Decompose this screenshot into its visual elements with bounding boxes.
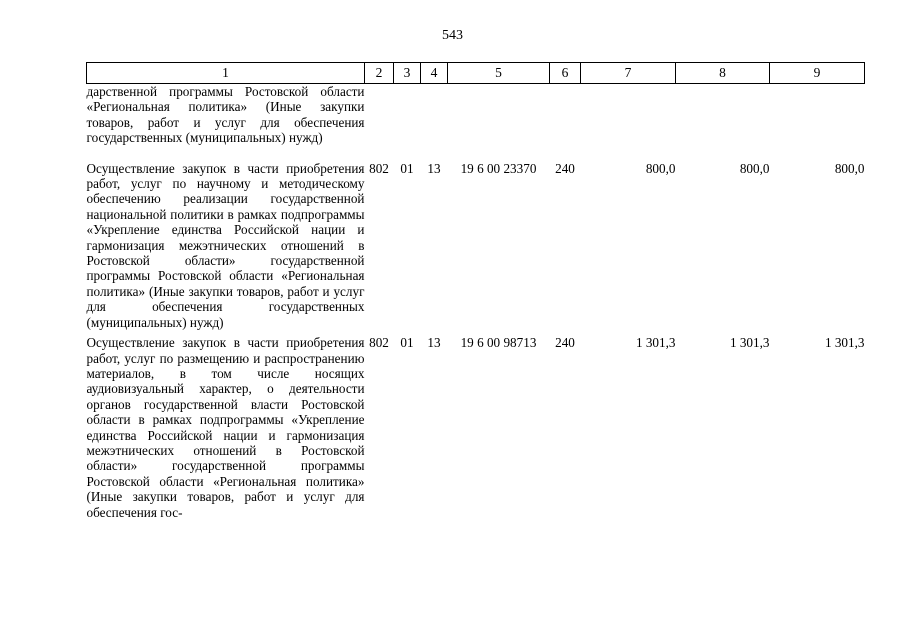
column-header: 7 bbox=[581, 63, 676, 84]
column-header: 2 bbox=[365, 63, 394, 84]
row-vr: 240 bbox=[555, 335, 575, 351]
row-rz: 01 bbox=[400, 335, 414, 351]
row-year2: 800,0 bbox=[739, 160, 770, 176]
row-year2 bbox=[676, 84, 770, 161]
row-rz: 01 bbox=[400, 160, 414, 176]
row-year3: 800,0 bbox=[834, 160, 865, 176]
row-vr: 240 bbox=[555, 160, 575, 176]
column-header: 5 bbox=[448, 63, 550, 84]
row-description: Осуществление закупок в части приобретения работ, услуг по научному и методическому обеспечению реализации государственной национальной политики в рамках подпрограммы «Укрепление единства Российской нации и гармонизация межэтнических отношений в Ростовской области» государственной программы Ростовской области «Региональная политика» (Иные закупки товаров, работ и услуг для обеспечения государственных (муниципальных) нужд) bbox=[86, 160, 365, 330]
row-description: Осуществление закупок в части приобретения работ, услуг по размещению и распространению материалов, в том числе носящих аудиовизуальный характер, о деятельности органов государственной власти Ростовской области в рамках подпрограммы «Укрепление единства Российской нации и гармонизация межэтнических отношений в Ростовской области» государственной программы Ростовской области «Региональная политика» (Иные закупки товаров, работ и услуг для обеспечения гос- bbox=[86, 335, 365, 520]
row-year1: 1 301,3 bbox=[635, 335, 676, 351]
row-csr: 19 6 00 23370 bbox=[460, 160, 537, 176]
page-number: 543 bbox=[442, 28, 463, 43]
table-row bbox=[87, 161, 865, 335]
column-header: 6 bbox=[550, 63, 581, 84]
row-description: дарственной программы Ростовской области «Региональная политика» (Иные закупки товаров, работ и услуг для обеспечения государственных (муниципальных) нужд) bbox=[86, 84, 365, 146]
column-header: 9 bbox=[770, 63, 865, 84]
table-row bbox=[87, 335, 865, 525]
row-csr bbox=[448, 84, 550, 161]
row-year1 bbox=[581, 84, 676, 161]
row-ved: 802 bbox=[369, 335, 389, 351]
row-ved: 802 bbox=[369, 160, 389, 176]
column-header: 4 bbox=[421, 63, 448, 84]
table-row bbox=[87, 84, 865, 161]
row-year3 bbox=[770, 84, 865, 161]
budget-table bbox=[86, 62, 865, 525]
row-year1: 800,0 bbox=[645, 160, 676, 176]
row-pr bbox=[421, 84, 448, 161]
row-rz bbox=[394, 84, 421, 161]
row-ved bbox=[365, 84, 394, 161]
table-header-row bbox=[87, 63, 865, 84]
row-pr: 13 bbox=[427, 335, 441, 351]
row-pr: 13 bbox=[427, 160, 441, 176]
column-header: 8 bbox=[676, 63, 770, 84]
column-header: 1 bbox=[87, 63, 365, 84]
column-header: 3 bbox=[394, 63, 421, 84]
row-year3: 1 301,3 bbox=[824, 335, 865, 351]
row-year2: 1 301,3 bbox=[729, 335, 770, 351]
row-vr bbox=[550, 84, 581, 161]
row-csr: 19 6 00 98713 bbox=[460, 335, 537, 351]
